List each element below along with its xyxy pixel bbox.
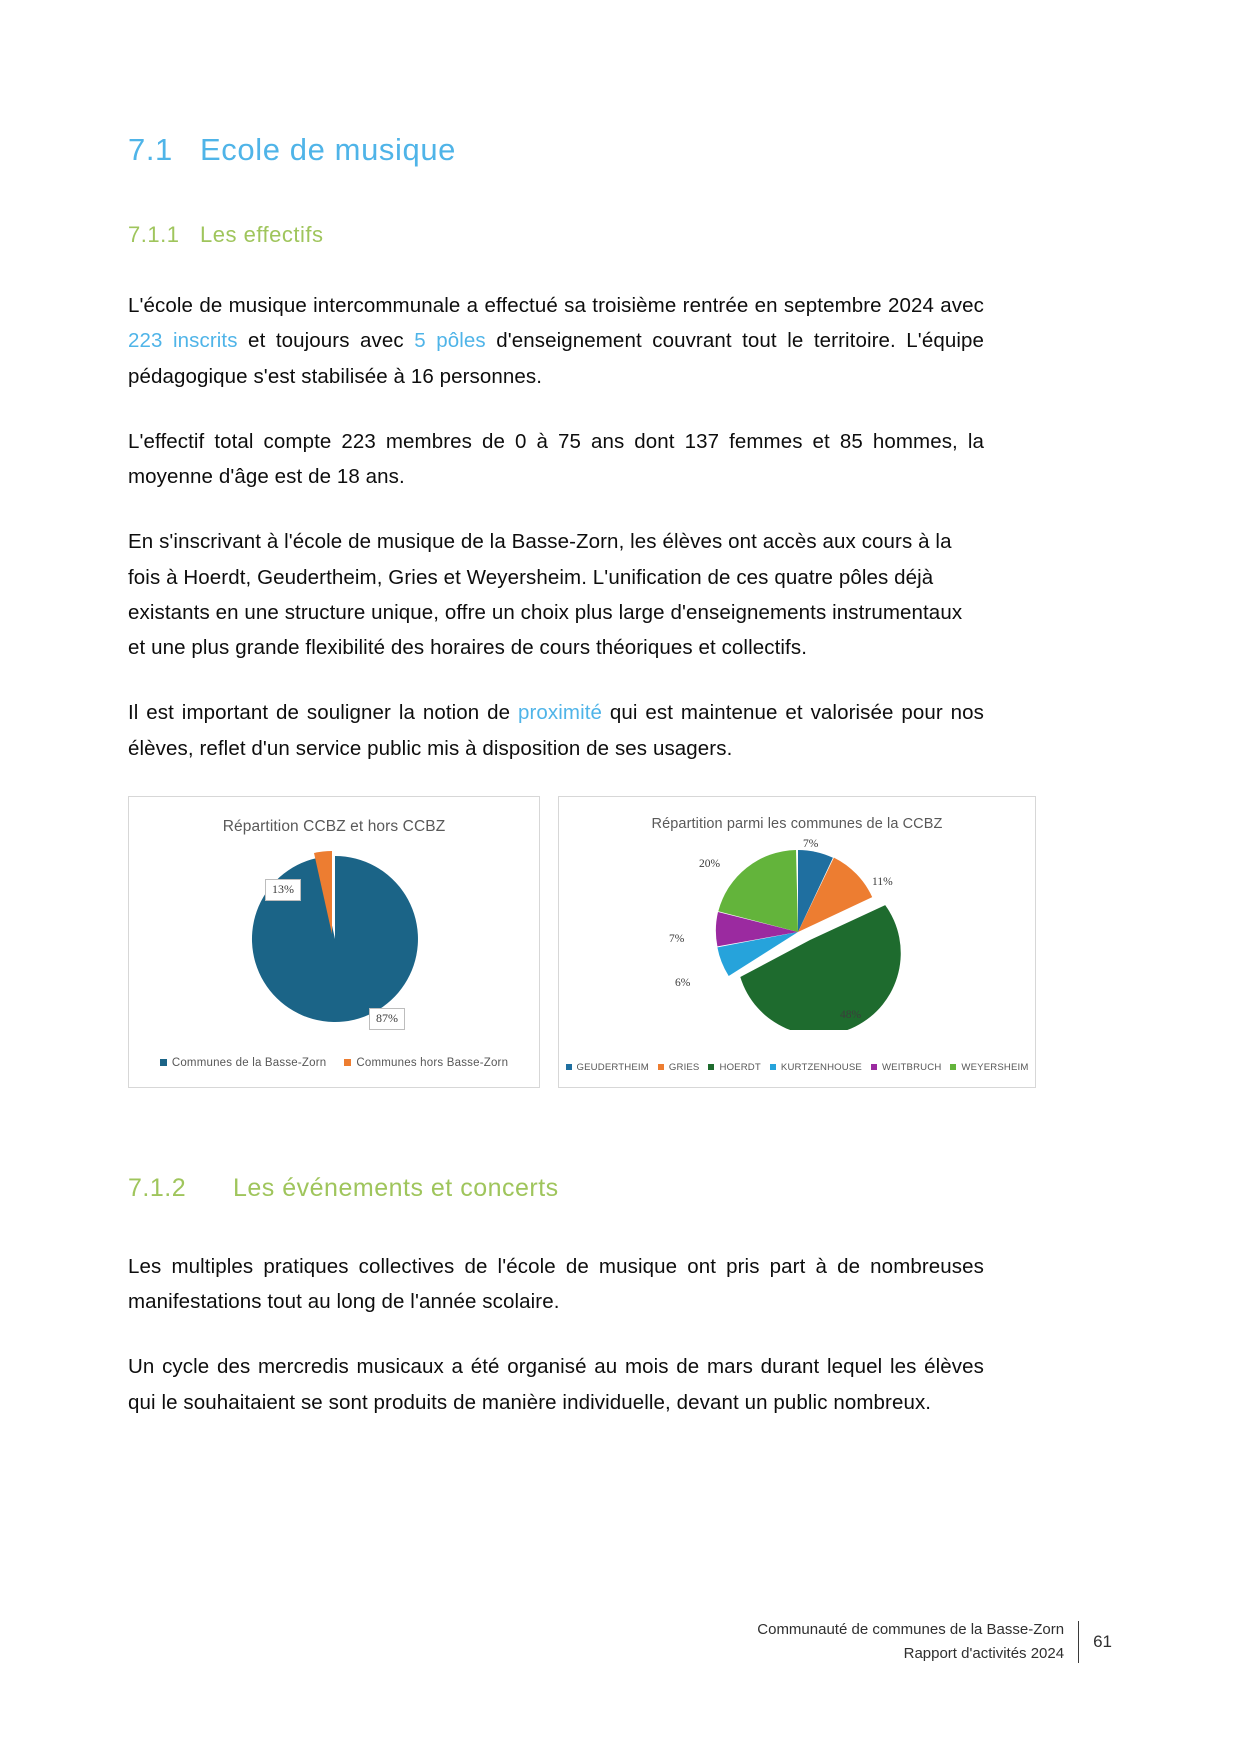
footer-text bbox=[757, 1618, 1064, 1666]
chart-1-legend-item-1 bbox=[344, 1057, 508, 1069]
page-footer bbox=[757, 1618, 1112, 1666]
legend-swatch-icon bbox=[160, 1059, 167, 1066]
footer-line-1: Communauté de communes de la Basse-Zorn bbox=[757, 1621, 1065, 1638]
chart-2-legend bbox=[559, 1062, 1035, 1073]
chart-repartition-ccbz bbox=[128, 796, 540, 1088]
highlight-223-inscrits: 223 inscrits bbox=[128, 329, 238, 353]
chart-2-title: Répartition parmi les communes de la CCBZ bbox=[651, 815, 943, 832]
chart-2-legend-label-1: GRIES bbox=[668, 1061, 700, 1073]
heading-7-1-title: Ecole de musique bbox=[200, 132, 457, 167]
chart-2-datalabel-weyersheim: 20% bbox=[699, 857, 721, 870]
chart-2-legend-label-4: WEITBRUCH bbox=[881, 1061, 942, 1073]
chart-1-legend-label-0: Communes de la Basse-Zorn bbox=[171, 1056, 327, 1069]
chart-2-legend-item-3 bbox=[770, 1062, 862, 1073]
heading-7-1-1 bbox=[128, 222, 984, 248]
highlight-proximite: proximité bbox=[518, 701, 603, 725]
heading-7-1-2 bbox=[128, 1174, 984, 1203]
paragraph-1-part-b: et toujours avec bbox=[237, 329, 415, 353]
paragraph-1 bbox=[128, 288, 984, 394]
legend-swatch-icon bbox=[344, 1059, 351, 1066]
paragraph-4-part-b: qui est maintenue et valorisée pour nos élèves, reflet d'un service public mis à disposition de ses usagers. bbox=[128, 701, 984, 760]
footer-divider bbox=[1078, 1621, 1079, 1663]
chart-2-legend-item-5 bbox=[950, 1062, 1028, 1073]
chart-2-legend-label-2: HOERDT bbox=[719, 1061, 761, 1073]
pie-chart-1-svg bbox=[129, 836, 541, 1028]
legend-swatch-icon bbox=[770, 1064, 776, 1070]
chart-2-plot bbox=[559, 832, 1035, 1030]
legend-swatch-icon bbox=[566, 1064, 572, 1070]
legend-swatch-icon bbox=[658, 1064, 664, 1070]
chart-1-legend bbox=[129, 1057, 539, 1069]
heading-7-1-1-number: 7.1.1 bbox=[128, 222, 180, 247]
chart-2-legend-label-3: KURTZENHOUSE bbox=[780, 1061, 862, 1073]
legend-swatch-icon bbox=[708, 1064, 714, 1070]
heading-7-1-number: 7.1 bbox=[128, 132, 173, 167]
chart-2-legend-label-5: WEYERSHEIM bbox=[961, 1061, 1029, 1073]
chart-2-datalabel-hoerdt: 48% bbox=[840, 1008, 862, 1021]
paragraph-1-part-c: d'enseignement couvrant tout le territoire. L'équipe pédagogique s'est stabilisée à 16 personnes. bbox=[128, 329, 984, 388]
highlight-5-poles: 5 pôles bbox=[414, 329, 486, 353]
paragraph-2: L'effectif total compte 223 membres de 0 à 75 ans dont 137 femmes et 85 hommes, la moyenne d'âge est de 18 ans. bbox=[128, 429, 984, 488]
chart-2-datalabel-kurtzenhouse: 6% bbox=[675, 976, 691, 989]
footer-line-2: Rapport d'activités 2024 bbox=[903, 1645, 1065, 1662]
chart-2-legend-item-4 bbox=[871, 1062, 941, 1073]
chart-2-legend-label-0: GEUDERTHEIM bbox=[576, 1061, 649, 1073]
chart-2-legend-item-2 bbox=[708, 1062, 760, 1073]
paragraph-6: Un cycle des mercredis musicaux a été organisé au mois de mars durant lequel les élèves qui le souhaitaient se sont produits de manière individuelle, devant un public nombreux. bbox=[128, 1355, 984, 1414]
chart-2-legend-item-0 bbox=[566, 1062, 649, 1073]
legend-swatch-icon bbox=[950, 1064, 956, 1070]
paragraph-4-part-a: Il est important de souligner la notion de bbox=[128, 701, 518, 725]
heading-7-1 bbox=[128, 132, 984, 168]
paragraph-1-part-a: L'école de musique intercommunale a effectué sa troisième rentrée en septembre 2024 avec bbox=[128, 294, 984, 317]
chart-1-plot bbox=[129, 836, 539, 1028]
paragraph-5: Les multiples pratiques collectives de l'école de musique ont pris part à de nombreuses manifestations tout au long de l'année scolaire. bbox=[128, 1254, 984, 1313]
charts-row bbox=[128, 796, 1029, 1088]
heading-7-1-2-number: 7.1.2 bbox=[128, 1173, 187, 1202]
heading-7-1-1-title: Les effectifs bbox=[200, 222, 324, 247]
chart-1-legend-item-0 bbox=[160, 1057, 327, 1069]
paragraph-4 bbox=[128, 695, 984, 766]
pie-chart-2-svg bbox=[559, 832, 1037, 1030]
chart-2-datalabel-gries: 11% bbox=[872, 875, 893, 888]
paragraph-3: En s'inscrivant à l'école de musique de la Basse-Zorn, les élèves ont accès aux cours à la fois à Hoerdt, Geudertheim, Gries et Weyersheim. L'unification de ces quatre pôles déjà existants en une structure unique, offre un choix plus large d'enseignements instrumentaux et une plus grande flexibilité des horaires de cours théoriques et collectifs. bbox=[128, 530, 963, 659]
chart-2-datalabel-weitbruch: 7% bbox=[669, 932, 685, 945]
page-content bbox=[128, 132, 1029, 1420]
chart-1-title: Répartition CCBZ et hors CCBZ bbox=[222, 817, 446, 835]
chart-1-legend-label-1: Communes hors Basse-Zorn bbox=[356, 1056, 509, 1069]
chart-2-legend-item-1 bbox=[658, 1062, 700, 1073]
chart-1-datalabel-13: 13% bbox=[265, 879, 301, 901]
chart-1-datalabel-87: 87% bbox=[369, 1008, 405, 1030]
heading-7-1-2-title: Les événements et concerts bbox=[233, 1173, 559, 1202]
legend-swatch-icon bbox=[871, 1064, 877, 1070]
chart-repartition-communes-ccbz bbox=[558, 796, 1036, 1088]
chart-2-datalabel-geudertheim: 7% bbox=[803, 837, 819, 850]
page-number: 61 bbox=[1093, 1632, 1112, 1651]
